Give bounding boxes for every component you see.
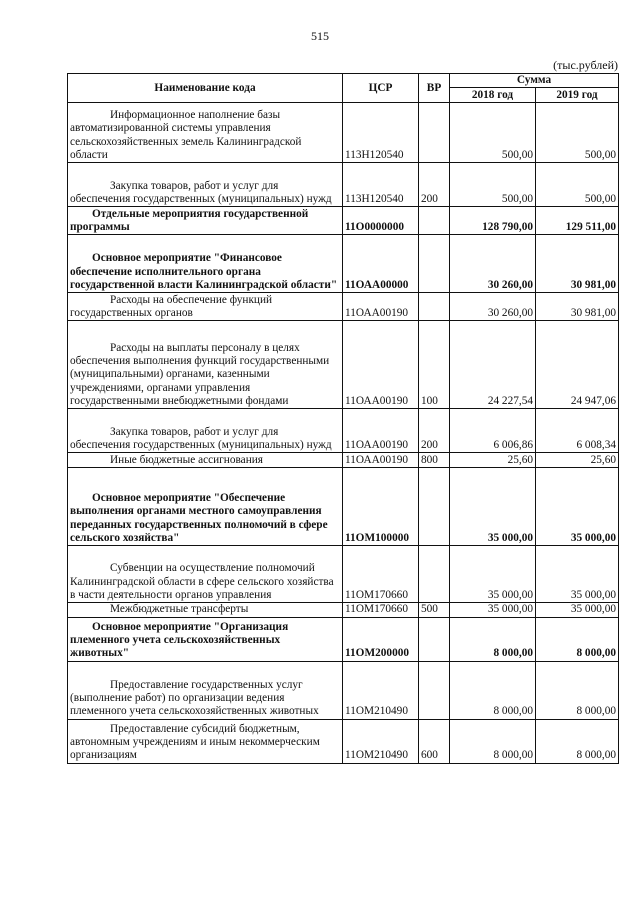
row-amount-2019: 8 000,00	[536, 617, 619, 661]
table-row	[68, 661, 619, 719]
row-csr-code: 11О0000000	[343, 207, 419, 235]
row-csr-code: 11ОАА00000	[343, 235, 419, 293]
row-vr-code: 800	[419, 453, 450, 468]
table-row	[68, 409, 619, 453]
table-row	[68, 546, 619, 603]
row-name: Основное мероприятие "Обеспечение выполнения органами местного самоуправления переданных государственных полномочий в сфере сельского хозяйства"	[68, 468, 343, 546]
row-amount-2019: 8 000,00	[536, 719, 619, 763]
row-csr-code: 11ОМ100000	[343, 468, 419, 546]
table-header	[68, 74, 619, 103]
row-csr-code: 113Н120540	[343, 163, 419, 207]
header-name: Наименование кода	[68, 74, 343, 103]
row-amount-2019: 30 981,00	[536, 293, 619, 321]
row-amount-2018: 30 260,00	[450, 235, 536, 293]
row-amount-2019: 8 000,00	[536, 661, 619, 719]
row-amount-2018: 8 000,00	[450, 617, 536, 661]
table-row	[68, 293, 619, 321]
row-amount-2019: 6 008,34	[536, 409, 619, 453]
row-vr-code	[419, 235, 450, 293]
row-name: Расходы на обеспечение функций государственных органов	[68, 293, 343, 321]
row-amount-2019: 129 511,00	[536, 207, 619, 235]
row-vr-code: 600	[419, 719, 450, 763]
row-name: Закупка товаров, работ и услуг для обеспечения государственных (муниципальных) нужд	[68, 409, 343, 453]
row-amount-2019: 500,00	[536, 103, 619, 163]
row-amount-2018: 128 790,00	[450, 207, 536, 235]
row-amount-2018: 500,00	[450, 163, 536, 207]
row-csr-code: 11ОМ200000	[343, 617, 419, 661]
row-name: Субвенции на осуществление полномочий Калининградской области в сфере сельского хозяйства в части деятельности органов управления	[68, 546, 343, 603]
row-amount-2019: 35 000,00	[536, 546, 619, 603]
header-year-2019: 2019 год	[536, 88, 619, 103]
row-amount-2018: 24 227,54	[450, 321, 536, 409]
row-amount-2019: 24 947,06	[536, 321, 619, 409]
row-csr-code: 11ОМ210490	[343, 719, 419, 763]
row-amount-2018: 35 000,00	[450, 468, 536, 546]
row-vr-code	[419, 546, 450, 603]
row-amount-2019: 35 000,00	[536, 468, 619, 546]
row-name: Предоставление государственных услуг (выполнение работ) по организации ведения племенного учета сельскохозяйственных животных	[68, 661, 343, 719]
row-amount-2019: 25,60	[536, 453, 619, 468]
header-vr: ВР	[419, 74, 450, 103]
row-amount-2018: 25,60	[450, 453, 536, 468]
row-csr-code: 11ОАА00190	[343, 293, 419, 321]
table-row	[68, 468, 619, 546]
table-row	[68, 103, 619, 163]
row-name: Иные бюджетные ассигнования	[68, 453, 343, 468]
table-row	[68, 617, 619, 661]
header-sum: Сумма	[450, 74, 619, 88]
row-name: Предоставление субсидий бюджетным, автономным учреждениям и иным некоммерческим организациям	[68, 719, 343, 763]
row-amount-2018: 6 006,86	[450, 409, 536, 453]
table-body	[68, 103, 619, 763]
row-vr-code	[419, 207, 450, 235]
table-row	[68, 163, 619, 207]
row-name: Информационное наполнение базы автоматизированной системы управления сельскохозяйственных земель Калининградской области	[68, 103, 343, 163]
row-name: Основное мероприятие "Организация племенного учета сельскохозяйственных животных"	[68, 617, 343, 661]
row-amount-2019: 30 981,00	[536, 235, 619, 293]
row-csr-code: 11ОМ170660	[343, 603, 419, 617]
row-csr-code: 113Н120540	[343, 103, 419, 163]
row-csr-code: 11ОАА00190	[343, 409, 419, 453]
table-row	[68, 207, 619, 235]
row-vr-code: 200	[419, 409, 450, 453]
row-amount-2018: 8 000,00	[450, 719, 536, 763]
row-amount-2018: 8 000,00	[450, 661, 536, 719]
row-csr-code: 11ОМ170660	[343, 546, 419, 603]
row-amount-2018: 30 260,00	[450, 293, 536, 321]
row-csr-code: 11ОАА00190	[343, 321, 419, 409]
row-amount-2019: 35 000,00	[536, 603, 619, 617]
row-name: Расходы на выплаты персоналу в целях обеспечения выполнения функций государственными (муниципальными) органами, казенными учреждениями, органами управления государственными внебюджетными фондами	[68, 321, 343, 409]
page-number: 515	[311, 29, 329, 43]
row-vr-code	[419, 293, 450, 321]
row-vr-code	[419, 103, 450, 163]
row-vr-code: 200	[419, 163, 450, 207]
row-amount-2018: 500,00	[450, 103, 536, 163]
table-row	[68, 235, 619, 293]
row-csr-code: 11ОМ210490	[343, 661, 419, 719]
budget-table	[67, 73, 619, 764]
row-amount-2018: 35 000,00	[450, 546, 536, 603]
unit-note: (тыс.рублей)	[553, 58, 618, 72]
row-vr-code	[419, 661, 450, 719]
row-csr-code: 11ОАА00190	[343, 453, 419, 468]
row-vr-code	[419, 468, 450, 546]
table-row	[68, 603, 619, 617]
table-row	[68, 719, 619, 763]
row-vr-code: 500	[419, 603, 450, 617]
header-csr: ЦСР	[343, 74, 419, 103]
row-vr-code	[419, 617, 450, 661]
row-name: Межбюджетные трансферты	[68, 603, 343, 617]
table-row	[68, 453, 619, 468]
row-name: Закупка товаров, работ и услуг для обеспечения государственных (муниципальных) нужд	[68, 163, 343, 207]
row-amount-2019: 500,00	[536, 163, 619, 207]
table-row	[68, 321, 619, 409]
row-name: Основное мероприятие "Финансовое обеспечение исполнительного органа государственной власти Калининградской области"	[68, 235, 343, 293]
header-year-2018: 2018 год	[450, 88, 536, 103]
row-name: Отдельные мероприятия государственной программы	[68, 207, 343, 235]
row-amount-2018: 35 000,00	[450, 603, 536, 617]
row-vr-code: 100	[419, 321, 450, 409]
